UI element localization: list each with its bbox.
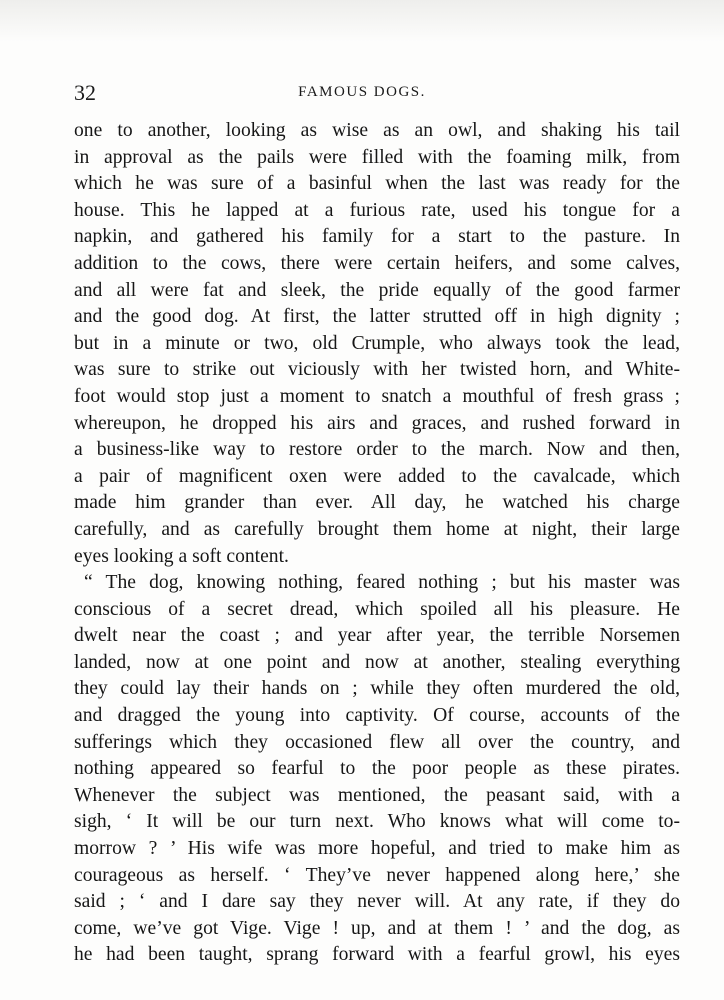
text-line: but in a minute or two, old Crumple, who always took the lead, [74, 332, 680, 354]
text-line: and dragged the young into captivity. Of course, accounts of the [74, 705, 680, 727]
text-line: napkin, and gathered his family for a start to the pasture. In [74, 226, 680, 248]
text-line: made him grander than ever. All day, he watched his charge [74, 492, 680, 514]
text-line: and the good dog. At first, the latter strutted off in high dignity ; [74, 306, 680, 328]
text-line: dwelt near the coast ; and year after year, the terrible Norsemen [74, 625, 680, 647]
text-line: carefully, and as carefully brought them home at night, their large [74, 518, 680, 540]
paragraph-2 [74, 570, 680, 969]
text-line: one to another, looking as wise as an owl, and shaking his tail [74, 120, 680, 141]
text-line: a business-like way to restore order to the march. Now and then, [74, 439, 680, 461]
text-line: courageous as herself. ‘ They’ve never happened along here,’ she [74, 864, 680, 886]
text-line: he had been taught, sprang forward with a fearful growl, his eyes [74, 944, 680, 966]
body-text [74, 118, 680, 969]
text-line: landed, now at one point and now at another, stealing everything [74, 651, 680, 673]
running-head: FAMOUS DOGS. [298, 84, 426, 100]
paragraph-1 [74, 118, 680, 570]
text-line: nothing appeared so fearful to the poor people as these pirates. [74, 758, 680, 780]
text-line: said ; ‘ and I dare say they never will. At any rate, if they do [74, 891, 680, 913]
text-line: Whenever the subject was mentioned, the peasant said, with a [74, 784, 680, 806]
text-line: sufferings which they occasioned flew all over the country, and [74, 731, 680, 753]
text-line: in approval as the pails were filled with the foaming milk, from [74, 146, 680, 168]
page-top-shading [0, 0, 724, 42]
text-line: conscious of a secret dread, which spoiled all his pleasure. He [74, 598, 680, 620]
text-line: addition to the cows, there were certain heifers, and some calves, [74, 252, 680, 274]
text-line: and all were fat and sleek, the pride equally of the good farmer [74, 279, 680, 301]
text-line: morrow ? ’ His wife was more hopeful, and tried to make him as [74, 838, 680, 860]
text-line: foot would stop just a moment to snatch a mouthful of fresh grass ; [74, 385, 680, 407]
page-header [0, 80, 724, 108]
text-line: whereupon, he dropped his airs and graces, and rushed forward in [74, 412, 680, 434]
text-line: sigh, ‘ It will be our turn next. Who knows what will come to- [74, 811, 680, 833]
text-line: “ The dog, knowing nothing, feared nothing ; but his master was [84, 572, 680, 594]
text-line: eyes looking a soft content. [74, 545, 289, 567]
page-number: 32 [74, 80, 96, 105]
text-line: come, we’ve got Vige. Vige ! up, and at them ! ’ and the dog, as [74, 917, 680, 939]
text-line: house. This he lapped at a furious rate, used his tongue for a [74, 199, 680, 221]
text-line: a pair of magnificent oxen were added to the cavalcade, which [74, 465, 680, 487]
text-line: they could lay their hands on ; while they often murdered the old, [74, 678, 680, 700]
text-line: was sure to strike out viciously with her twisted horn, and White- [74, 359, 680, 381]
text-line: which he was sure of a basinful when the last was ready for the [74, 173, 680, 195]
